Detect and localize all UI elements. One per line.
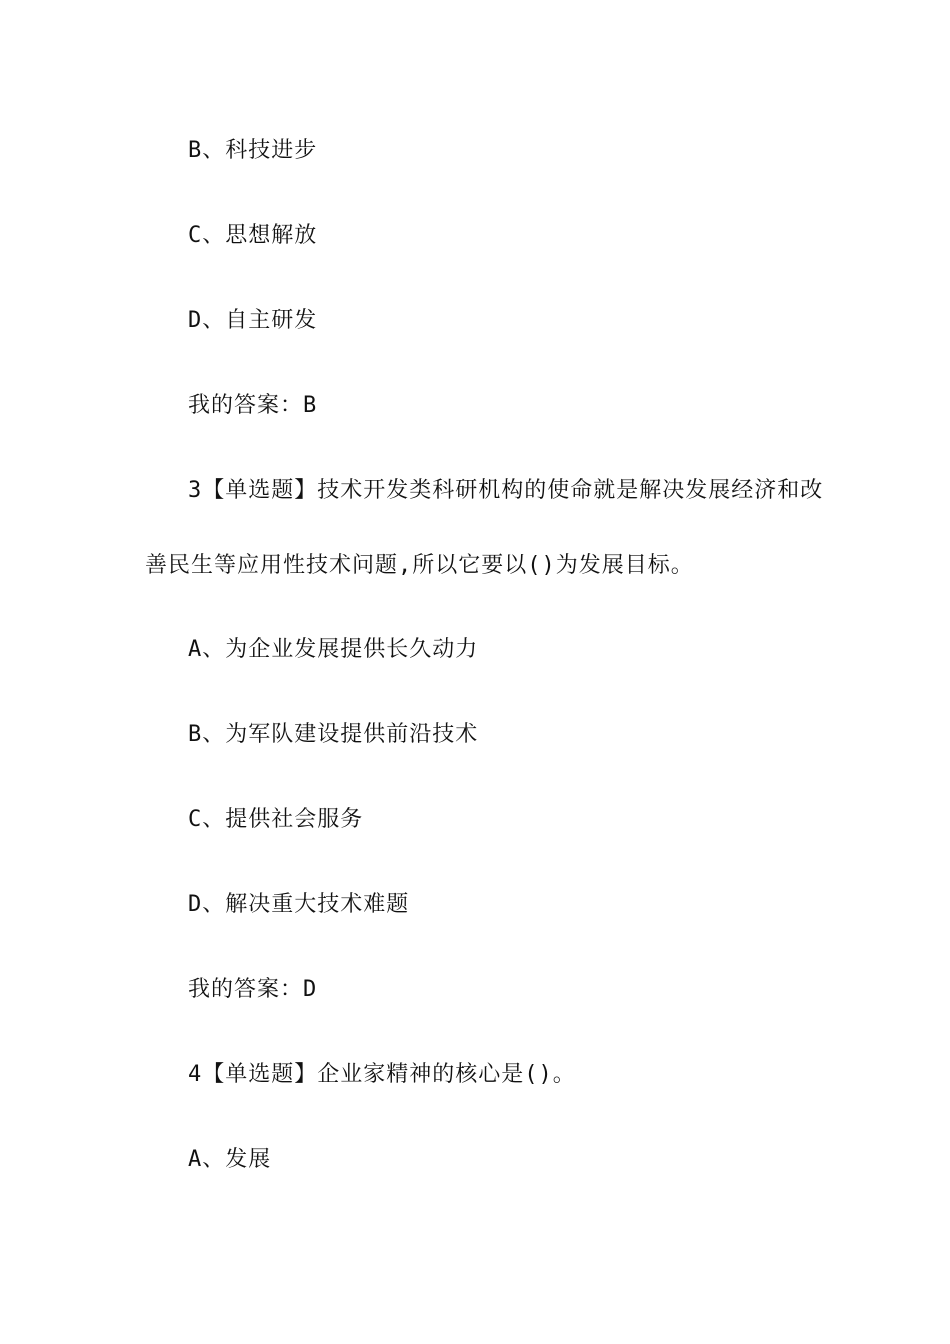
answer-q3: 我的答案：D <box>188 977 318 1002</box>
option-c-q2: C、思想解放 <box>188 223 318 248</box>
option-a-q4: A、发展 <box>188 1147 272 1172</box>
option-a-q3: A、为企业发展提供长久动力 <box>188 637 479 662</box>
question-3-line-2: 善民生等应用性技术问题,所以它要以()为发展目标。 <box>145 553 694 578</box>
option-d-q3: D、解决重大技术难题 <box>188 892 410 917</box>
question-4: 4【单选题】企业家精神的核心是()。 <box>188 1062 576 1087</box>
option-b-q3: B、为军队建设提供前沿技术 <box>188 722 479 747</box>
question-3-line-1: 3【单选题】技术开发类科研机构的使命就是解决发展经济和改 <box>188 478 824 503</box>
option-c-q3: C、提供社会服务 <box>188 807 364 832</box>
option-d-q2: D、自主研发 <box>188 308 318 333</box>
answer-q2: 我的答案：B <box>188 393 318 418</box>
option-b-q2: B、科技进步 <box>188 138 318 163</box>
